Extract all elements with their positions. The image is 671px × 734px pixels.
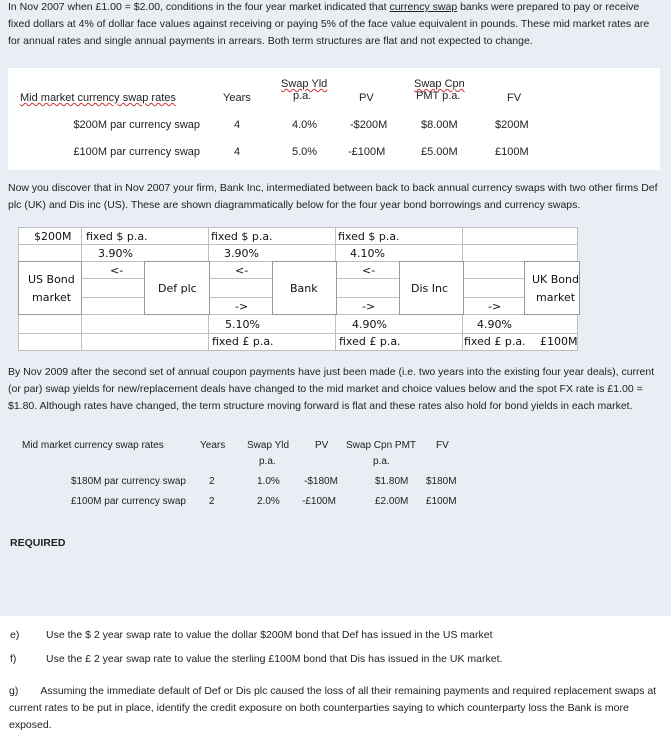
arrow-left-2: <-	[235, 264, 249, 277]
gbp-rate-2: 4.90%	[352, 318, 387, 331]
table2-row2-fv: £100M	[426, 496, 457, 507]
us-market-label: market	[32, 291, 72, 304]
table2-header-fv: FV	[436, 440, 449, 451]
table1-row2-years: 4	[234, 146, 241, 158]
table2-header-pv: PV	[315, 440, 329, 451]
arrow-right-2: ->	[362, 300, 376, 313]
table2-row2-years: 2	[209, 496, 215, 507]
required-heading: REQUIRED	[10, 537, 66, 549]
swap-rates-table-1	[8, 68, 660, 170]
table1-header-swap-yld-pa: p.a.	[293, 90, 312, 102]
table1-header-pmt-pa: PMT p.a.	[416, 90, 461, 102]
question-f-label: f)	[10, 653, 17, 665]
bank-label: Bank	[290, 282, 318, 295]
table2-header-years: Years	[200, 440, 226, 451]
table2-header-swap-yld-pa: p.a.	[259, 456, 276, 467]
question-g-label: g)	[9, 685, 19, 697]
fixed-gbp-label-2: fixed £ p.a.	[339, 335, 401, 348]
def-plc-label: Def plc	[158, 282, 197, 295]
table1-row1-yld: 4.0%	[292, 119, 318, 131]
table1-row2-label: £100M par currency swap	[73, 146, 200, 158]
table1-row1-label: $200M par currency swap	[73, 119, 200, 131]
table2-header-swap-cpn: Swap Cpn PMT	[346, 440, 417, 451]
fixed-gbp-label-3: fixed £ p.a.	[464, 335, 526, 348]
usd-rate-2: 3.90%	[224, 247, 259, 260]
table2-row2-yld: 2.0%	[257, 496, 280, 507]
fixed-usd-label-3: fixed $ p.a.	[338, 230, 400, 243]
table2-row1-fv: $180M	[426, 476, 457, 487]
gbp-rate-1: 5.10%	[225, 318, 260, 331]
table1-row1-pv: -$200M	[350, 119, 388, 131]
question-g-line-2: current rates to be put in place, identify the credit exposure on both counterparties saying to which counterparty loss the Bank is more	[9, 702, 629, 714]
arrow-left-3: <-	[362, 264, 376, 277]
mid-line-1: Now you discover that in Nov 2007 your firm, Bank Inc, intermediated between back to back annual currency swaps with two other firms Def	[8, 182, 658, 194]
fixed-usd-label-2: fixed $ p.a.	[211, 230, 273, 243]
table2-header-swap-yld: Swap Yld	[247, 440, 290, 451]
arrow-right-1: ->	[235, 300, 249, 313]
table2-row1-pmt: $1.80M	[375, 476, 409, 487]
uk-bond-market-box	[524, 261, 580, 315]
table1-row1-pmt: $8.00M	[421, 119, 458, 131]
table2-row1-pv: -$180M	[304, 476, 338, 487]
intermediation-paragraph	[8, 180, 668, 214]
table1-header-pv: PV	[359, 92, 374, 104]
uk-bond-label: UK Bond	[532, 273, 579, 286]
table1-row2-pmt: £5.00M	[421, 146, 458, 158]
swap-rates-table-2	[8, 430, 488, 520]
question-g	[9, 683, 667, 734]
arrow-left-1: <-	[110, 264, 124, 277]
mid-line-2: plc (UK) and Dis inc (US). These are shown diagrammatically below for the four year bond borrowings and currency swaps.	[8, 199, 581, 211]
table2-row2-pv: -£100M	[302, 496, 336, 507]
table1-row1-years: 4	[234, 119, 241, 131]
table2-row1-years: 2	[209, 476, 215, 487]
us-bond-label: US Bond	[28, 273, 75, 286]
para2-line-3: $1.80. Although rates have changed, the term structure moving forward is flat and these rates also hold for bond yields in each market.	[8, 400, 633, 412]
table1-row1-fv: $200M	[495, 119, 529, 131]
question-g-line-1: Assuming the immediate default of Def or Dis plc caused the loss of all their remaining payments and required replacement swaps at	[40, 685, 657, 697]
table1-row2-fv: £100M	[495, 146, 529, 158]
table1-header-rates: Mid market currency swap rates	[20, 92, 176, 104]
question-e-text: Use the $ 2 year swap rate to value the dollar $200M bond that Def has issued in the US market	[46, 629, 493, 641]
table1-header-swap-yld: Swap Yld	[281, 78, 328, 90]
question-f-text: Use the £ 2 year swap rate to value the sterling £100M bond that Dis has issued in the UK market.	[46, 653, 503, 665]
para2-line-1: By Nov 2009 after the second set of annual coupon payments have just been made (i.e. two years into the existing four year deals), current	[8, 366, 655, 378]
fixed-usd-label-1: fixed $ p.a.	[86, 230, 148, 243]
intro-line-1: In Nov 2007 when £1.00 = $2.00, conditions in the four year market indicated that currency swap banks were prepared to pay or receive	[8, 1, 640, 13]
table1-header-swap-cpn: Swap Cpn	[414, 78, 465, 90]
uk-market-label: market	[536, 291, 576, 304]
nov-2009-paragraph	[8, 364, 668, 415]
us-bond-market-box	[18, 261, 82, 315]
intro-paragraph	[8, 0, 668, 50]
table2-row2-pmt: £2.00M	[375, 496, 409, 507]
questions-panel	[0, 616, 671, 734]
question-g-line-3: exposed.	[9, 719, 52, 731]
table1-row2-pv: -£100M	[348, 146, 386, 158]
fixed-gbp-label-1: fixed £ p.a.	[212, 335, 274, 348]
dis-inc-label: Dis Inc	[411, 282, 449, 295]
usd-rate-3: 4.10%	[350, 247, 385, 260]
arrow-right-3: ->	[488, 300, 502, 313]
table1-row2-yld: 5.0%	[292, 146, 318, 158]
gbp-principal: £100M	[540, 335, 578, 348]
swap-diagram	[18, 227, 578, 351]
question-e-label: e)	[10, 629, 20, 641]
currency-swap-link[interactable]: currency swap	[389, 1, 458, 13]
table2-header-pmt-pa: p.a.	[373, 456, 390, 467]
intro-line-2: fixed dollars at 4% of dollar face values against receiving or paying 5% of the face value equivalent in pounds. These mid market rates are	[8, 18, 650, 30]
table2-header-rates: Mid market currency swap rates	[22, 440, 164, 451]
table1-header-years: Years	[223, 92, 251, 104]
table1-header-fv: FV	[507, 92, 522, 104]
usd-principal: $200M	[34, 230, 72, 243]
intro-line-3: for annual rates and single annual payments in arrears. Both term structures are flat and not expected to change.	[8, 35, 533, 47]
para2-line-2: (or par) swap yields for new/replacement deals have changed to the mid market and choice values below and the spot FX rate is £1.00 =	[8, 383, 643, 395]
table2-row1-yld: 1.0%	[257, 476, 280, 487]
table2-row2-label: £100M par currency swap	[70, 496, 186, 507]
usd-rate-1: 3.90%	[98, 247, 133, 260]
table2-row1-label: $180M par currency swap	[70, 476, 186, 487]
gbp-rate-3: 4.90%	[477, 318, 512, 331]
